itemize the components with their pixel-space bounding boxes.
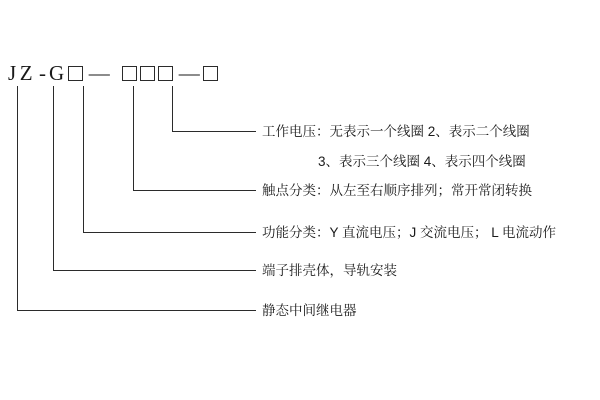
code-letter-j: J [8, 61, 17, 85]
leader-hline-base [17, 310, 256, 311]
leader-vline-contact [133, 86, 134, 190]
leader-vline-base [17, 86, 18, 310]
code-box-group-contacts [122, 66, 176, 81]
code-box-function [68, 66, 83, 81]
leader-vline-function [83, 86, 84, 232]
code-dash-3: — [178, 61, 200, 85]
leader-hline-voltage [172, 131, 256, 132]
leader-hline-function [83, 232, 256, 233]
label-function-classification: 功能分类：Y 直流电压；J 交流电压； L 电流动作 [262, 225, 557, 240]
label-base-product: 静态中间继电器 [262, 303, 357, 318]
code-box-contact-2 [140, 66, 155, 81]
code-box-voltage [203, 66, 218, 81]
code-box-contact-3 [158, 66, 173, 81]
label-contact-classification: 触点分类：从左至右顺序排列；常开常闭转换 [262, 183, 532, 198]
code-letter-g: G [49, 61, 65, 85]
code-dash-2: — [88, 61, 110, 85]
leader-hline-contact [133, 190, 256, 191]
leader-vline-terminal [53, 86, 54, 270]
leader-vline-voltage [172, 86, 173, 131]
label-working-voltage-line1: 工作电压：无表示一个线圈 2、表示二个线圈 [262, 124, 530, 139]
label-terminal-housing: 端子排壳体，导轨安装 [262, 263, 397, 278]
code-letter-z: Z [19, 61, 34, 85]
code-box-contact-1 [122, 66, 137, 81]
code-dash-1: - [39, 61, 47, 85]
leader-hline-terminal [53, 270, 256, 271]
model-code-row [8, 60, 221, 86]
label-working-voltage-line2: 3、表示三个线圈 4、表示四个线圈 [318, 154, 526, 169]
